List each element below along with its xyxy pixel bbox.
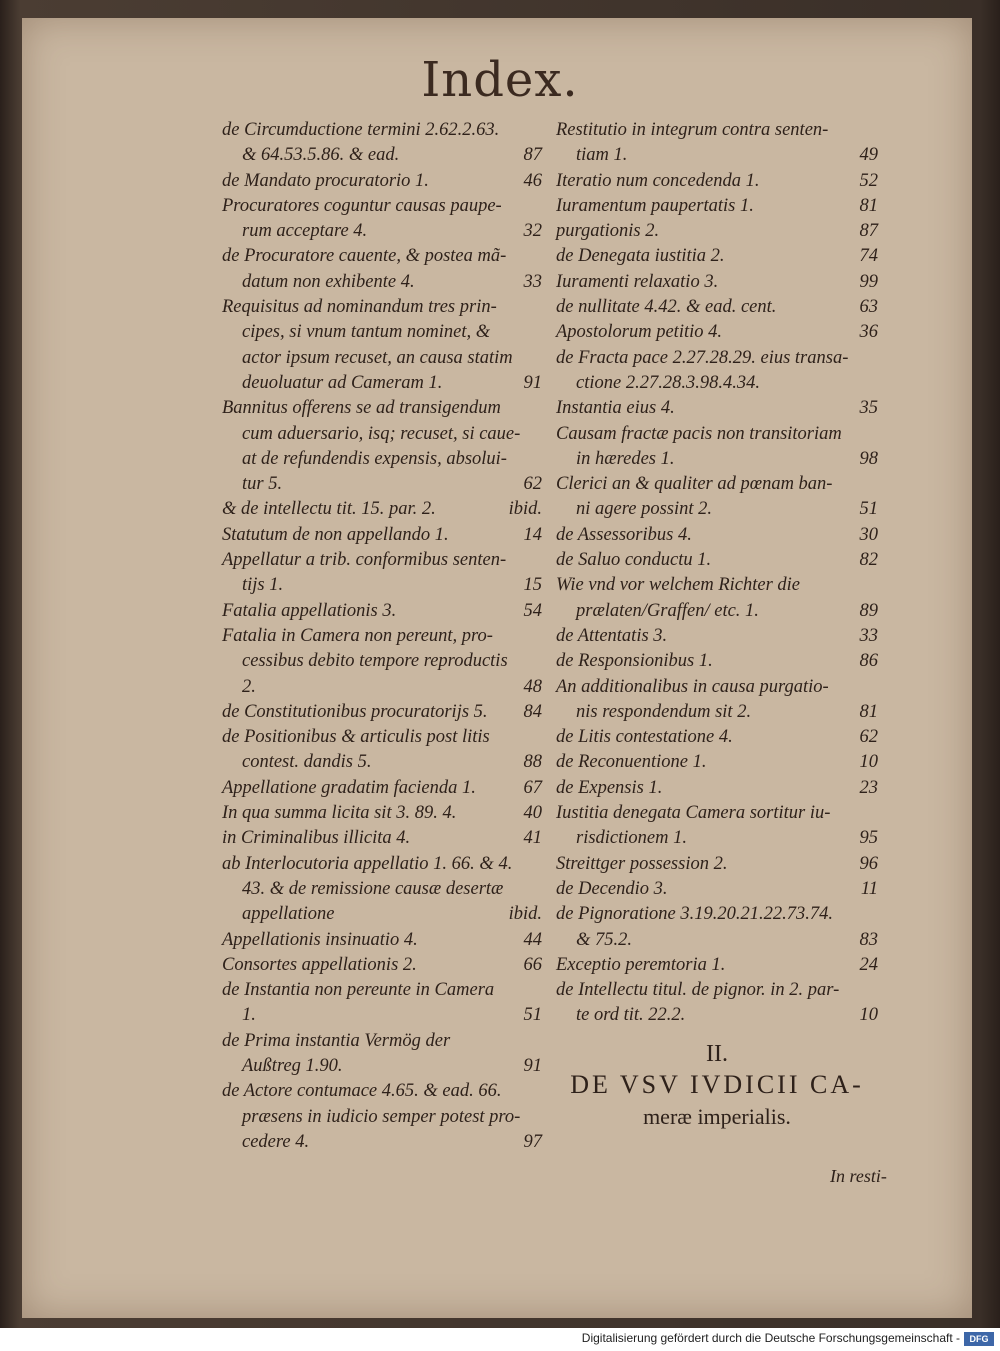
index-entry-text: Fatalia appellationis 3. [222,600,397,621]
index-entry-page: 91 [523,1055,542,1076]
index-entry-text: Iteratio num concedenda 1. [556,170,760,191]
index-entry-text: Iuramentum paupertatis 1. [556,195,754,216]
index-entry-text: de Pignoratione 3.19.20.21.22.73.74. [556,904,833,925]
index-entry-page: 99 [859,271,878,292]
index-entry-text: & de intellectu tit. 15. par. 2. [222,499,436,520]
index-entry [556,776,878,801]
index-entry-page: 48 [523,676,542,697]
index-entry [222,978,542,1029]
index-entry-text: de nullitate 4.42. & ead. cent. [556,297,777,318]
index-entry-text: datum non exhibente 4. [242,271,415,292]
index-entry-page [872,371,878,396]
index-entry [222,953,542,978]
index-entry [222,548,542,599]
index-entry-text: de Expensis 1. [556,777,663,798]
index-entry-text: cipes, si vnum tantum nominet, & [242,322,491,343]
index-entry [556,169,878,194]
index-entry-text: de Actore contumace 4.65. & ead. 66. [222,1081,502,1102]
index-entry-page: 52 [859,170,878,191]
index-entry [556,978,878,1029]
index-entry-text: de Constitutionibus procuratorijs 5. [222,701,488,722]
index-entry [556,194,878,219]
index-entry-text: Requisitus ad nominandum tres prin- [222,297,497,318]
index-entry-page: 98 [859,448,878,469]
index-entry-page: 88 [523,752,542,773]
index-entry-page: ibid. [508,499,542,520]
section-title-line1: DE VSV IVDICII CA- [570,1070,864,1099]
index-entry-page: 30 [859,524,878,545]
index-entry-page: 81 [859,701,878,722]
index-entry-text: Causam fractæ pacis non transitoriam [556,423,842,444]
index-entry-page: 10 [859,1005,878,1026]
index-entry [222,599,542,624]
index-entry [556,548,878,573]
index-entry [556,852,878,877]
index-entry [222,523,542,548]
index-entry-text: de Fracta pace 2.27.28.29. eius transa- [556,347,849,368]
index-entry-text: 43. & de remissione causæ desertæ [242,878,504,899]
index-entry [222,295,542,396]
index-entry-text: Restitutio in integrum contra senten- [556,120,829,140]
index-entry [222,1029,542,1080]
index-entry-page: 82 [859,550,878,571]
dfg-logo: DFG [964,1332,994,1346]
index-entry-page: 40 [523,803,542,824]
index-entry-text: de Responsionibus 1. [556,651,713,672]
index-entry-text: de Instantia non pereunte in Camera [222,980,495,1001]
index-entry-text: In qua summa licita sit 3. 89. 4. [222,803,457,824]
index-entry [556,953,878,978]
index-entry-text: cessibus debito tempore reproductis [242,651,508,672]
index-entry [556,295,878,320]
index-entry [222,700,542,725]
index-entry-text: Iuramenti relaxatio 3. [556,271,719,292]
index-entry-page: 54 [523,600,542,621]
index-entry-page: 84 [523,701,542,722]
index-entry-page: 36 [859,322,878,343]
index-entry-text: Procuratores coguntur causas paupe- [222,195,502,216]
index-entry [222,169,542,194]
index-entry-page: 87 [523,145,542,166]
index-entry-page: 86 [859,651,878,672]
index-entry [222,194,542,245]
footer-credit: Digitalisierung gefördert durch die Deutsche Forschungsgemeinschaft - [581,1331,960,1345]
section-heading [556,1040,878,1132]
index-entry [556,624,878,649]
index-entry [222,1079,542,1155]
index-entry-page: 23 [859,777,878,798]
index-entry-text: ni agere possint 2. [576,499,713,520]
index-entry [556,396,878,421]
index-entry [556,320,878,345]
index-entry-text: de Prima instantia Vermög der [222,1030,451,1051]
index-entry-text: purgationis 2. [556,221,660,242]
index-entry-text: de Circumductione termini 2.62.2.63. [222,120,500,140]
index-entry-page: 44 [523,929,542,950]
index-entry [556,750,878,775]
index-entry [556,219,878,244]
index-entry-text: Außtreg 1.90. [242,1055,343,1076]
index-entry-page: ibid. [508,904,542,925]
index-entry-text: deuoluatur ad Cameram 1. [242,372,443,393]
index-entry [556,675,878,726]
index-entry-page: 32 [523,221,542,242]
index-entry-text: Consortes appellationis 2. [222,954,417,975]
index-entry-text: ctione 2.27.28.3.98.4.34. [576,372,760,393]
index-entry-page: 63 [859,297,878,318]
index-entry-page: 81 [859,195,878,216]
index-entry [556,244,878,269]
section-number: II. [706,1041,728,1067]
index-entry [222,624,542,700]
index-entry-page: 95 [859,828,878,849]
index-entry [222,928,542,953]
index-entry [556,801,878,852]
index-entry [556,649,878,674]
index-entry [556,725,878,750]
index-entry-text: de Intellectu titul. de pignor. in 2. par- [556,980,840,1001]
index-entry [556,902,878,953]
index-entry [222,852,542,928]
index-entry-page: 10 [859,752,878,773]
index-entry-text: rum acceptare 4. [242,221,368,242]
index-entry-page: 74 [859,246,878,267]
index-entry [222,776,542,801]
index-entry-text: 2. [242,676,256,697]
index-entry-text: de Assessoribus 4. [556,524,692,545]
index-entry-text: in Criminalibus illicita 4. [222,828,411,849]
index-entry-page: 51 [523,1005,542,1026]
index-entry-page: 46 [523,170,542,191]
index-entry [222,725,542,776]
index-entry [556,118,878,169]
index-entry-page: 14 [523,524,542,545]
index-entry-text: de Procuratore cauente, & postea mã- [222,246,507,267]
section-title-line2: meræ imperialis. [643,1104,791,1129]
index-entry-page: 83 [859,929,878,950]
index-entry-text: at de refundendis expensis, absolui- [242,448,507,469]
index-entry-text: Appellationis insinuatio 4. [222,929,418,950]
index-entry-text: Statutum de non appellando 1. [222,524,449,545]
index-entry-page: 97 [523,1131,542,1152]
digitization-footer [0,1328,1000,1351]
index-entry-text: præsens in iudicio semper potest pro- [242,1106,521,1127]
index-entry-text: in hæredes 1. [576,448,675,469]
index-entry-page: 51 [859,499,878,520]
index-entry-text: Appellatur a trib. conformibus senten- [222,550,507,571]
index-entry-text: & 75.2. [576,929,633,950]
index-entry-text: de Attentatis 3. [556,625,668,646]
index-entry [222,826,542,851]
index-entry [222,118,542,169]
index-entry-text: de Positionibus & articulis post litis [222,727,490,748]
index-entry-text: de Denegata iustitia 2. [556,246,725,267]
page-title: Index. [421,52,579,108]
index-entry-page: 49 [859,145,878,166]
index-entry [556,346,878,397]
index-entry-page: 35 [859,398,878,419]
index-entry-text: & 64.53.5.86. & ead. [242,145,400,166]
index-entry-text: Exceptio peremtoria 1. [556,954,726,975]
index-column-left [222,118,542,1155]
index-entry-text: Clerici an & qualiter ad pœnam ban- [556,474,833,495]
index-entry-page: 24 [859,954,878,975]
index-entry-text: actor ipsum recuset, an causa statim [242,347,513,368]
index-entry [556,523,878,548]
index-entry-text: tiam 1. [576,145,628,166]
index-entry-text: tijs 1. [242,575,284,596]
index-entry-page: 33 [523,271,542,292]
index-entry-text: cedere 4. [242,1131,310,1152]
index-entry [556,422,878,473]
index-entry-text: Wie vnd vor welchem Richter die [556,575,801,596]
index-entry-text: de Litis contestatione 4. [556,727,733,748]
index-entry-text: tur 5. [242,474,283,495]
index-entry-page: 91 [523,372,542,393]
index-entry-text: 1. [242,1005,256,1026]
index-entry-text: risdictionem 1. [576,828,687,849]
index-entry-page: 96 [859,853,878,874]
index-entry-text: ab Interlocutoria appellatio 1. 66. & 4. [222,853,513,874]
index-entry [556,472,878,523]
index-entry-page: 62 [523,474,542,495]
index-entry-text: contest. dandis 5. [242,752,372,773]
index-entry-text: Fatalia in Camera non pereunt, pro- [222,625,493,646]
index-entry-text: Apostolorum petitio 4. [556,322,722,343]
index-entry-page: 87 [859,221,878,242]
index-entry-text: Appellatione gradatim facienda 1. [222,777,476,798]
index-entry-page: 15 [523,575,542,596]
index-entry-page: 67 [523,777,542,798]
index-entry-text: cum aduersario, isq; recuset, si caue- [242,423,521,444]
index-entry-text: Streittger possession 2. [556,853,728,874]
index-entry-page: 89 [859,600,878,621]
index-entry-text: de Mandato procuratorio 1. [222,170,429,191]
index-entry-text: prælaten/Graffen/ etc. 1. [576,600,759,621]
index-entry-text: An additionalibus in causa purgatio- [556,676,829,697]
index-entry [222,801,542,826]
index-entry-page: 41 [523,828,542,849]
index-entry-page: 62 [859,727,878,748]
index-entry-page: 66 [523,954,542,975]
index-entry [556,270,878,295]
index-entry-text: de Reconuentione 1. [556,752,707,773]
index-entry [556,573,878,624]
catchword: In resti- [830,1166,887,1186]
index-entry-text: Bannitus offerens se ad transigendum [222,398,501,419]
index-entry [556,877,878,902]
index-entry-text: Instantia eius 4. [556,398,675,419]
index-entry-text: Iustitia denegata Camera sortitur iu- [556,803,831,824]
index-entry-text: de Decendio 3. [556,878,668,899]
index-entry [222,244,542,295]
index-entry-text: te ord tit. 22.2. [576,1005,686,1026]
index-entry [222,396,542,497]
index-entry-text: de Saluo conductu 1. [556,550,712,571]
index-entry-page: 11 [860,878,878,899]
index-entry-text: appellatione [242,904,335,925]
index-entry-text: nis respondendum sit 2. [576,701,752,722]
index-entry [222,497,542,522]
index-entry-page: 33 [859,625,878,646]
index-column-right [556,118,878,1029]
